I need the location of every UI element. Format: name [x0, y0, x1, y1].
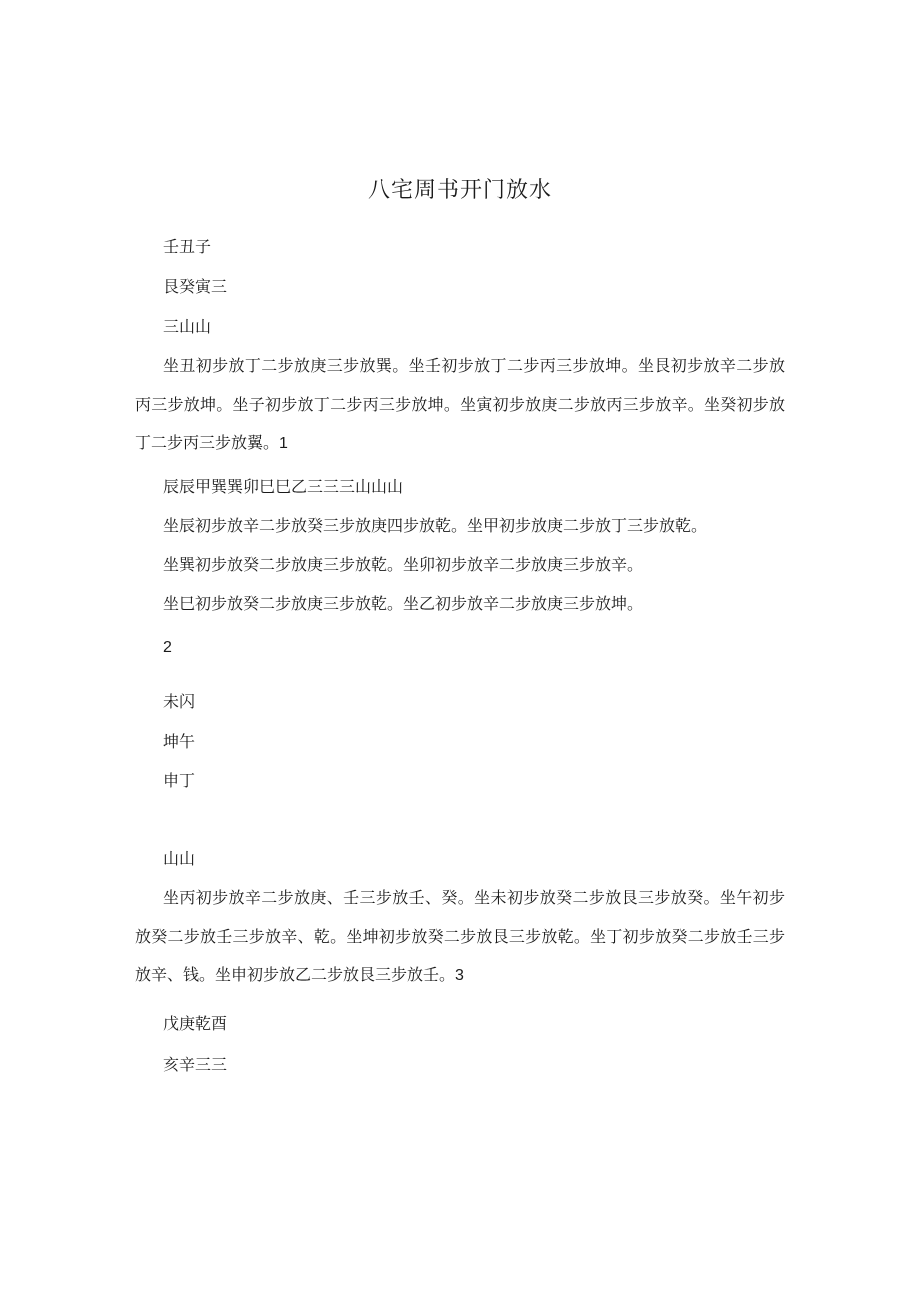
text-line-10: 申丁 [163, 771, 196, 790]
text-line-2: 艮癸寅三 [163, 277, 228, 296]
document-title: 八宅周书开门放水 [367, 178, 552, 203]
text-line-9: 坤午 [163, 732, 196, 751]
text-line-11: 山山 [163, 849, 196, 868]
text-line-5: 坐辰初步放辛二步放癸三步放庚四步放乾。坐甲初步放庚二步放丁三步放乾。 [163, 516, 708, 535]
text-line-12: 戊庚乾酉 [163, 1014, 228, 1033]
text-line-8: 未闪 [163, 692, 196, 711]
text-line-7: 坐巳初步放癸二步放庚三步放乾。坐乙初步放辛二步放庚三步放坤。 [163, 594, 644, 613]
paragraph-2 [135, 879, 785, 996]
paragraph-2-text: 坐丙初步放辛二步放庚、壬三步放壬、癸。坐未初步放癸二步放艮三步放癸。坐午初步放癸二步放壬三步放辛、乾。坐坤初步放癸二步放艮三步放乾。坐丁初步放癸二步放壬三步放辛、钱。坐申初步放乙二步放艮三步放壬。 [135, 888, 785, 984]
paragraph-1-text: 坐丑初步放丁二步放庚三步放巽。坐壬初步放丁二步丙三步放坤。坐艮初步放辛二步放丙三步放坤。坐子初步放丁二步丙三步放坤。坐寅初步放庚二步放丙三步放辛。坐癸初步放丁二步丙三步放翼。 [135, 356, 785, 452]
text-line-13: 亥辛三三 [163, 1055, 228, 1074]
text-line-1: 壬丑子 [163, 237, 212, 256]
paragraph-1-number: 1 [279, 435, 288, 452]
paragraph-2-number: 3 [455, 967, 464, 984]
paragraph-1 [135, 347, 785, 464]
page-number-2: 2 [163, 639, 172, 656]
text-line-3: 三山山 [163, 317, 212, 336]
text-line-6: 坐巽初步放癸二步放庚三步放乾。坐卯初步放辛二步放庚三步放辛。 [163, 555, 644, 574]
text-line-4: 辰辰甲巽巽卯巳巳乙三三三山山山 [163, 477, 404, 496]
